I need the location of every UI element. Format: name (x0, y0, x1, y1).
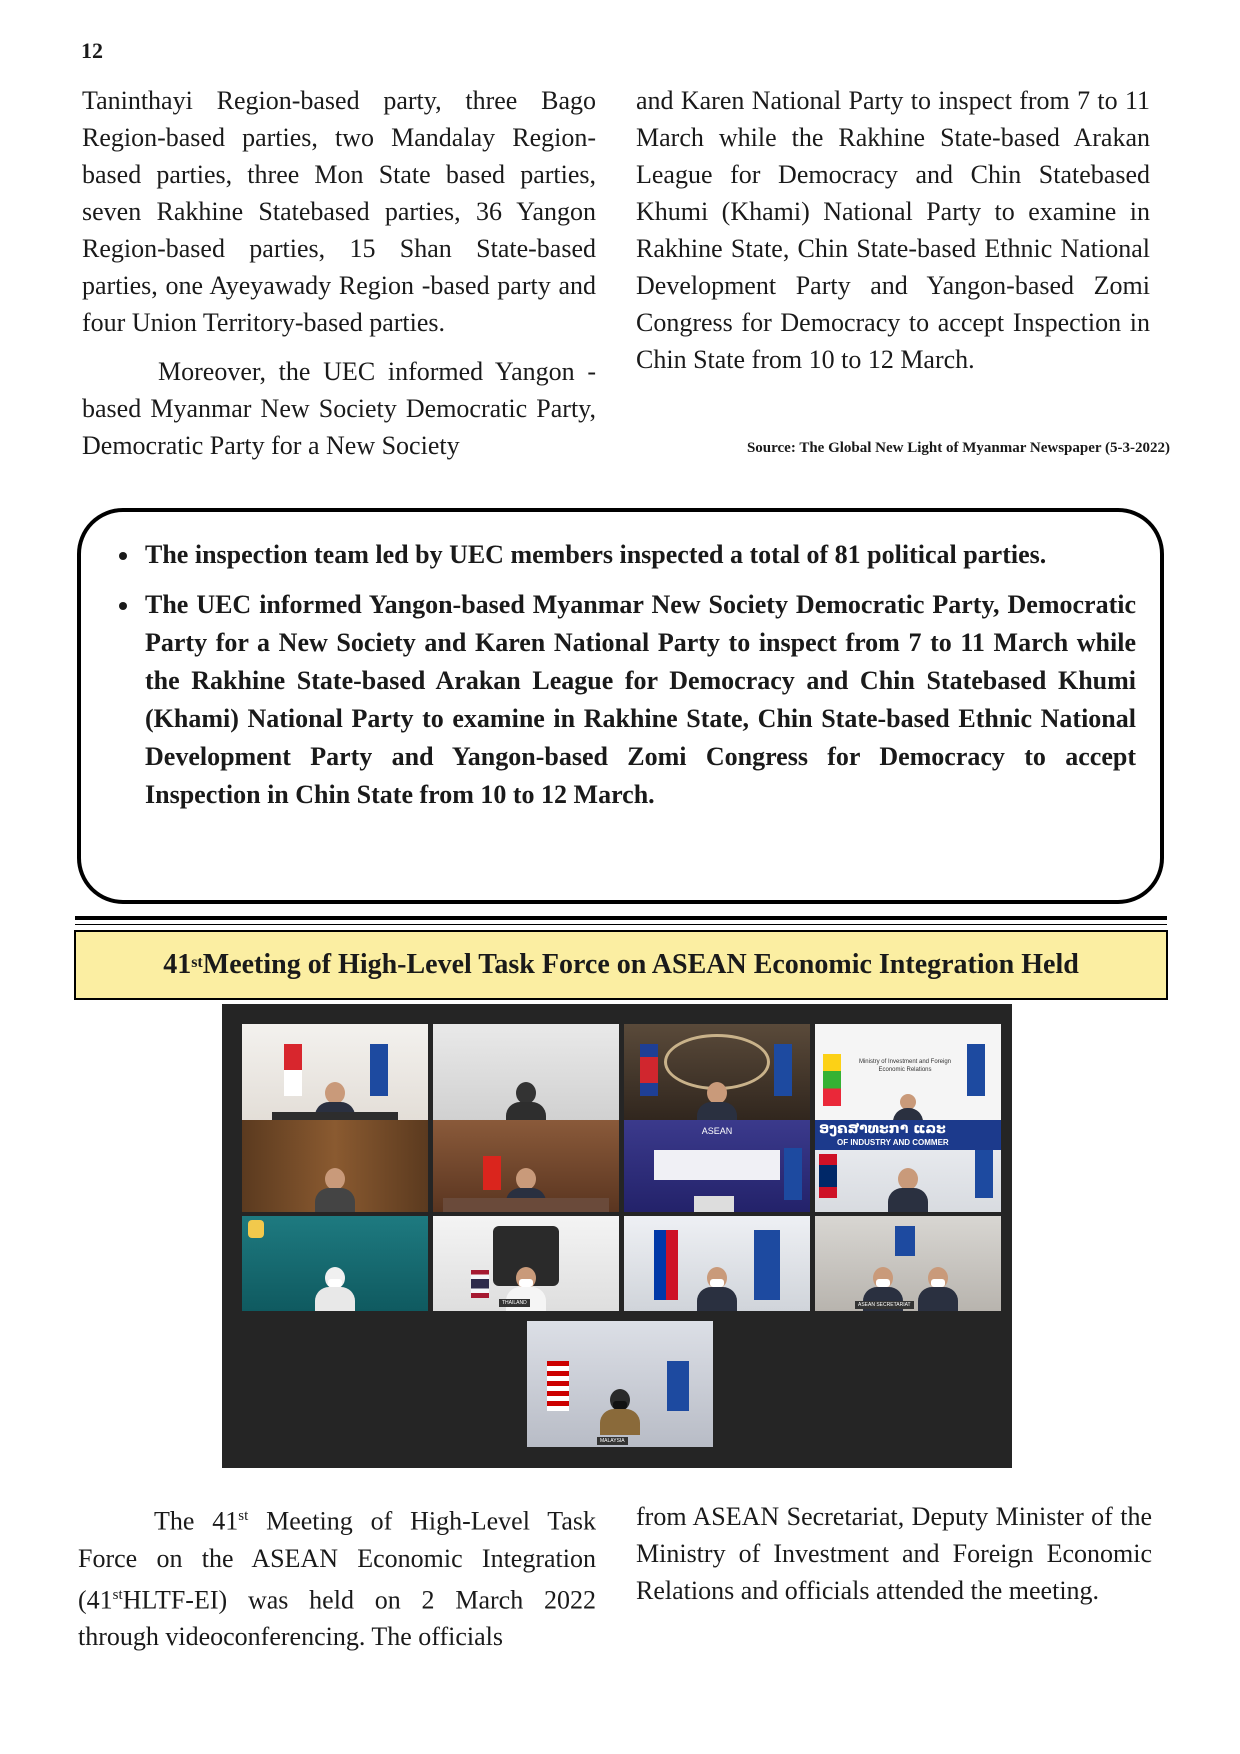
thailand-flag (471, 1270, 489, 1298)
asean-flag (370, 1044, 388, 1096)
participant (315, 1267, 355, 1311)
thailand-nameplate: THAILAND (499, 1299, 530, 1307)
video-tile-2 (433, 1024, 619, 1126)
heading-text: Meeting of High-Level Task Force on ASEAN Economic Integration Held (202, 949, 1079, 980)
asean-flag (667, 1361, 689, 1411)
participant (600, 1389, 640, 1433)
video-tile-1 (242, 1024, 428, 1126)
top-left-paragraph-2: Moreover, the UEC informed Yangon -based Myanmar New Society Democratic Party, Democratic Party for a New Society (82, 357, 596, 460)
bottom-left-column (78, 1498, 596, 1655)
top-right-column (636, 82, 1150, 378)
laos-banner: OF INDUSTRY AND COMMER (837, 1138, 949, 1147)
asean-slide-title: ASEAN (701, 1126, 733, 1136)
heading-number: 41 (163, 949, 192, 980)
myanmar-ministry-caption: Ministry of Investment and Foreign Economic Relations (858, 1059, 952, 1073)
secretariat-nameplate: ASEAN SECRETARIAT (855, 1301, 914, 1309)
video-tile-12 (815, 1216, 1001, 1311)
top-left-column (82, 82, 596, 464)
bottom-left-paragraph (78, 1498, 596, 1655)
participant (918, 1267, 958, 1311)
video-tile-7 (624, 1120, 810, 1212)
laos-flag (819, 1154, 837, 1198)
section-heading (74, 930, 1168, 1000)
participant (888, 1168, 928, 1212)
participant (315, 1168, 355, 1212)
hand-icon (248, 1220, 264, 1238)
asean-flag (967, 1044, 985, 1096)
video-tile-5 (242, 1120, 428, 1212)
meeting-photo (222, 1004, 1012, 1468)
bottom-right-paragraph: from ASEAN Secretariat, Deputy Minister of the Ministry of Investment and Foreign Economic Relations and officials attended the meeting. (636, 1502, 1152, 1605)
ordinal-suffix: st (112, 1586, 123, 1603)
summary-list (81, 512, 1160, 814)
summary-box (77, 508, 1164, 904)
asean-flag (784, 1148, 802, 1200)
meeting-details: HLTF-EI) was held on 2 March 2022 through videoconferencing. The officials (78, 1585, 596, 1652)
asean-flag (774, 1044, 792, 1096)
top-right-paragraph: and Karen National Party to inspect from 7 to 11 March while the Rakhine State-based Arakan League for Democracy and Chin Statebased Khumi (Khami) National Party to examine in Rakhine State, Chin State-based Ethnic National Development Party and Yangon-based Zomi Congress for Democracy to accept Inspection in Chin State from 10 to 12 March. (636, 86, 1150, 374)
video-tile-13 (527, 1321, 713, 1447)
heading-ordinal: st (191, 954, 203, 971)
video-tile-9 (242, 1216, 428, 1311)
source-citation: Source: The Global New Light of Myanmar Newspaper (5-3-2022) (746, 440, 1170, 456)
summary-bullet: • The UEC informed Yangon-based Myanmar New Society Democratic Party, Democratic Party for a New Society and Karen National Party to inspect from 7 to 11 March while the Rakhine State-based Arakan League for Democracy and Chin Statebased Khumi (Khami) National Party to examine in Rakhine State, Chin State-based Ethnic National Development Party and Yangon-based Zomi Congress for Democracy to accept Inspection in Chin State from 10 to 12 March. (141, 586, 1136, 814)
participant (697, 1267, 737, 1311)
video-tile-8 (815, 1120, 1001, 1212)
vietnam-flag (483, 1156, 501, 1190)
video-tile-4 (815, 1024, 1001, 1126)
divider-rule-thin (75, 924, 1167, 925)
page-number: 12 (81, 38, 103, 63)
cambodia-flag (640, 1044, 658, 1096)
meeting-description: Meeting of High-Level Task Force on the ASEAN Economic Integration (41 (78, 1506, 597, 1615)
video-tile-11 (624, 1216, 810, 1311)
meeting-ordinal-number: The 41 (154, 1506, 239, 1536)
asean-flag (754, 1230, 780, 1300)
ordinal-suffix: st (238, 1508, 249, 1524)
malaysia-flag (547, 1361, 569, 1411)
video-tile-10 (433, 1216, 619, 1311)
laos-banner-top: ອງຄສາທະກາ ແລະ (819, 1121, 946, 1137)
video-tile-3 (624, 1024, 810, 1126)
myanmar-flag (823, 1054, 841, 1106)
video-tile-6 (433, 1120, 619, 1212)
top-left-paragraph-1: Taninthayi Region-based party, three Bago Region-based parties, two Mandalay Region-based parties, three Mon State based parties, seven Rakhine Statebased parties, 36 Yangon Region-based parties, 15 Shan State-based parties, one Ayeyawady Region -based party and four Union Territory-based parties. (82, 86, 596, 337)
indonesia-flag (284, 1044, 302, 1096)
philippines-flag (654, 1230, 678, 1300)
divider-rule (75, 916, 1167, 920)
asean-flag (975, 1150, 993, 1198)
bottom-right-column (636, 1498, 1152, 1609)
malaysia-nameplate: MALAYSIA (597, 1437, 628, 1445)
summary-bullet: • The inspection team led by UEC members inspected a total of 81 political parties. (141, 536, 1136, 574)
